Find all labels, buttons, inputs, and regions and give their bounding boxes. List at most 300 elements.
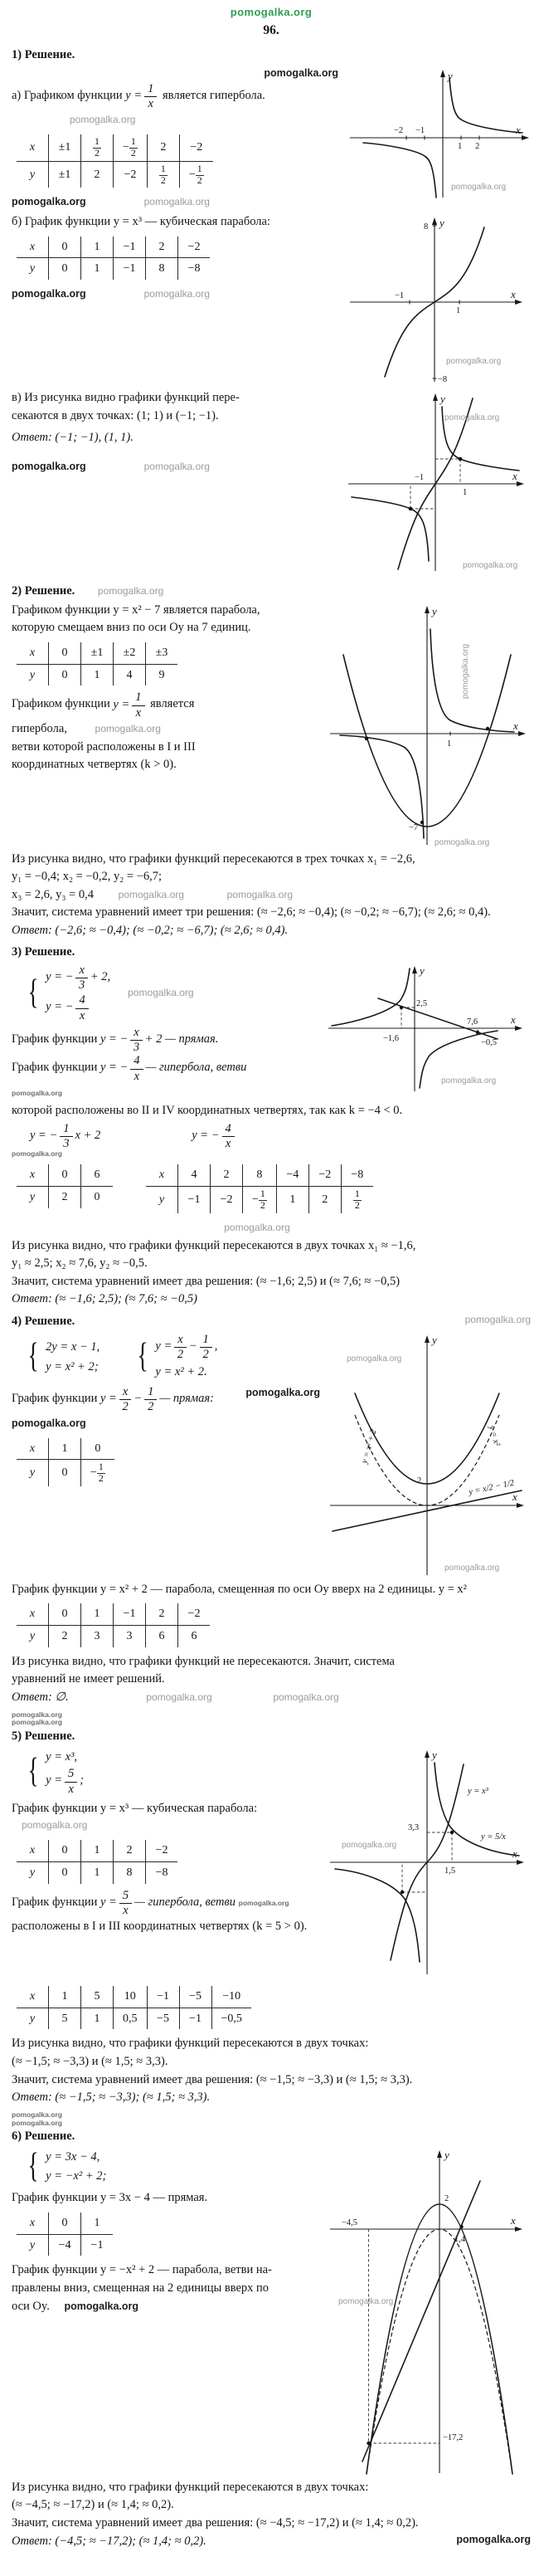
table-header-cell: y	[29, 2238, 36, 2252]
table-cell: − $\frac{1}{2}$	[243, 1187, 277, 1213]
x-axis-arrow	[522, 135, 529, 140]
hyp-pre: График функции	[12, 1895, 98, 1909]
table-cell: −8	[146, 1861, 178, 1883]
row-5	[12, 1746, 531, 1980]
line-graph	[362, 2181, 480, 2461]
table-cell: 1	[81, 2213, 114, 2234]
table-cell: −0,5	[211, 2008, 251, 2029]
y-axis-label: y	[432, 604, 437, 617]
row-6	[12, 2146, 531, 2478]
table-cell: −1	[114, 258, 146, 280]
graph-1b-cubic	[342, 212, 531, 388]
y-axis-arrow	[425, 1750, 430, 1758]
intersections-3-line1: Из рисунка видно, что графики функций пересекаются в двух точках x₁ ≈ −1,6,	[12, 1238, 416, 1252]
x-axis-arrow	[517, 1860, 524, 1865]
table-cell: ±1	[81, 642, 114, 664]
tick-label: −1	[395, 291, 405, 300]
statement-1a-post: является гипербола.	[163, 88, 265, 102]
table-cell: −5	[179, 1986, 211, 2008]
x-axis-label: x	[511, 2213, 516, 2227]
table-cell: 0	[49, 258, 81, 280]
answer-2: Ответ: (−2,6; ≈ −0,4); (≈ −0,2; ≈ −6,7); (≈ 2,6; ≈ 0,4).	[12, 923, 289, 937]
solution-2: Значит, система уравнений имеет три решения: (≈ −2,6; ≈ −0,4); (≈ −0,2; ≈ −6,7); (≈ 2,6; ≈ 0,4).	[12, 905, 491, 920]
watermark: pomogalka.org	[245, 1386, 320, 1398]
table-header-cell: x	[17, 134, 49, 161]
watermark: pomogalka.org	[12, 2110, 62, 2119]
problem-2-heading: 2) Решение.	[12, 584, 75, 598]
system-line-2: y = x² + 2;	[46, 1359, 99, 1373]
watermark: pomogalka.org	[12, 1088, 62, 1097]
hyp-line2: гипербола,	[12, 721, 67, 735]
watermark: pomogalka.org	[12, 1417, 86, 1429]
equation-lhs: y =	[113, 697, 130, 711]
x-axis-label: x	[512, 1847, 517, 1860]
table-header-cell: x	[146, 1164, 178, 1186]
system-line-1: y = 3x − 4,	[46, 2149, 100, 2164]
statement-5-hyp: График функции y = $\frac{5}{x}$ — гипербола, ветви pomogalka.org	[12, 1888, 289, 1917]
system-brace: {	[27, 2147, 39, 2186]
statement-6-par1: График функции y = −x² + 2 — парабола, ветви на-	[12, 2263, 272, 2277]
table-header-cell: x	[17, 1986, 49, 2008]
tick-label: 2	[444, 2193, 449, 2203]
x-axis-arrow	[518, 731, 526, 736]
table-header-cell: y	[29, 2012, 36, 2025]
table-cell: − $\frac{1}{2}$	[81, 1460, 114, 1486]
tick-label: −8	[438, 375, 448, 384]
system-line-1: y = x³,	[46, 1749, 78, 1764]
table-cell: −4	[49, 2234, 81, 2256]
solution-6: Значит, система уравнений имеет два решения: (≈ −4,5; ≈ −17,2) и (≈ 1,4; ≈ 0,2).	[12, 2516, 419, 2530]
fraction: $\frac{1}{2}$	[144, 1386, 157, 1413]
watermark: pomogalka.org	[128, 987, 194, 999]
graph-3-container	[323, 962, 531, 1096]
y-axis-arrow	[425, 606, 430, 613]
statement-2-hyp	[12, 691, 320, 719]
table-cell: $\frac{1}{2}$	[81, 134, 114, 161]
text-1b	[12, 212, 342, 305]
statement-1a	[12, 83, 338, 110]
graph-1v-intersection	[342, 388, 531, 578]
fraction-denominator: x	[135, 705, 142, 720]
hyperbola-branch-2	[332, 968, 410, 1026]
table-cell: 8	[243, 1164, 277, 1186]
table-heading-hyperbola: y = − $\frac{4}{x}$	[192, 1123, 237, 1150]
hyperbola-branch-3	[335, 1869, 420, 1962]
tick-label: 1,5	[444, 1866, 456, 1876]
watermark: pomogalka.org	[446, 357, 502, 366]
watermark: pomogalka.org	[143, 460, 210, 472]
watermark: pomogalka.org	[238, 1898, 289, 1907]
watermark: pomogalka.org	[441, 1076, 497, 1086]
intersection-point	[450, 1831, 454, 1834]
table-cell: ±3	[146, 642, 178, 664]
table-header-cell: y	[29, 168, 36, 181]
system-line-2: y = −x² + 2;	[46, 2169, 107, 2183]
equation-system-4a	[25, 1334, 100, 1381]
tick-label: 1	[447, 739, 452, 749]
table-cell: −2	[211, 1187, 243, 1213]
tick-label: −2	[394, 126, 404, 136]
equation-system-3	[25, 964, 320, 1022]
table-cell: −2	[178, 237, 211, 258]
curve-label-parabola-shifted: y = x² + 2	[360, 1427, 379, 1465]
table-header-cell: x	[17, 1603, 49, 1625]
graph-2-parabola-hyperbola	[323, 601, 531, 850]
table-cell: 1	[81, 237, 114, 258]
row-3	[12, 962, 531, 1101]
tick-label: 1	[463, 488, 468, 497]
table-header-cell: y	[29, 262, 36, 276]
x-axis-label: x	[511, 1013, 516, 1027]
table-cell: 1	[49, 1438, 81, 1460]
text-3	[12, 962, 323, 1101]
intersections-5-line1: Из рисунка видно, что графики функций пересекаются в двух точках:	[12, 2037, 369, 2051]
table-header-cell: y	[29, 668, 36, 681]
table-cell: ±1	[49, 134, 81, 161]
table-cell: 0	[49, 1840, 81, 1861]
value-table-2	[17, 642, 177, 686]
intersection-point	[459, 2225, 463, 2228]
tick-label: −1,6	[383, 1034, 400, 1044]
section-2	[12, 583, 531, 939]
system-line-1: y = $\frac{x}{2}$ − $\frac{1}{2}$ ,	[155, 1332, 218, 1361]
table-cell: 2	[114, 1840, 146, 1861]
watermark: pomogalka.org	[12, 288, 86, 300]
answer-4: Ответ: ∅.	[12, 1690, 69, 1705]
table-header-cell: y	[29, 1466, 36, 1480]
table-cell: 1	[81, 2008, 114, 2029]
hyperbola-branch-1	[449, 78, 522, 133]
equation-system-4b	[134, 1334, 217, 1381]
lin-pre: График функции	[12, 1032, 98, 1046]
curve-label-line: y = x/2 − 1/2	[468, 1478, 515, 1497]
equation-system-5	[25, 1749, 320, 1796]
system-line-1: y = − $\frac{x}{3}$ + 2,	[46, 964, 111, 993]
statement-6-par3: оси Oy.	[12, 2299, 50, 2313]
table-cell: 2	[146, 237, 178, 258]
watermark: pomogalka.org	[70, 114, 136, 126]
section-4	[12, 1313, 531, 1706]
row-1a	[12, 65, 531, 212]
value-table-6	[17, 2213, 113, 2256]
y-axis-arrow	[412, 966, 417, 973]
fraction: $\frac{5}{x}$	[65, 1768, 77, 1795]
system-line-2: y = $\frac{5}{x}$ ;	[46, 1767, 85, 1796]
x-axis-label: x	[513, 719, 518, 732]
watermark: pomogalka.org	[143, 196, 210, 208]
hyperbola-branch-1	[430, 629, 514, 732]
problem-1-heading: 1) Решение.	[12, 48, 75, 62]
table-cell: −1	[147, 1986, 179, 2008]
lin-pre: График функции	[12, 1391, 98, 1405]
table-cell: −1	[179, 2008, 211, 2029]
table-cell: 0	[49, 237, 81, 258]
watermark: pomogalka.org	[143, 288, 210, 300]
table-header-cell: x	[17, 642, 49, 664]
statement-1v-line2: секаются в двух точках: (1; 1) и (−1; −1).	[12, 408, 219, 422]
system-line-1: 2y = x − 1,	[46, 1339, 100, 1354]
watermark: pomogalka.org	[12, 460, 86, 472]
answer-1: Ответ: (−1; −1), (1, 1).	[12, 431, 134, 445]
answer-3: Ответ: (≈ −1,6; 2,5); (≈ 7,6; ≈ −0,5)	[12, 1292, 197, 1306]
table-cell: −2	[179, 134, 212, 161]
table-header-cell: y	[29, 1866, 36, 1879]
value-table-3a	[17, 1164, 113, 1208]
table-cell: −2	[114, 161, 148, 188]
value-table-3b	[146, 1164, 373, 1213]
fraction: $\frac{x}{2}$	[119, 1386, 131, 1413]
statement-4-parabola: График функции y = x² + 2 — парабола, смещенная по оси Oy вверх на 2 единицы. y = x²	[12, 1582, 468, 1596]
table-cell: 0	[49, 642, 81, 664]
intersection-point	[459, 457, 463, 461]
row-1v	[12, 388, 531, 578]
table-headings-3	[30, 1123, 531, 1150]
row-4	[12, 1331, 531, 1580]
system-brace: {	[27, 973, 39, 1012]
tick-label: 3,3	[408, 1822, 420, 1832]
table-cell: 2	[308, 1187, 341, 1213]
watermark: pomogalka.org	[435, 837, 490, 847]
intersections-4-line2: уравнений не имеет решений.	[12, 1672, 165, 1686]
watermark: pomogalka.org	[347, 1354, 402, 1364]
statement-6-line: График функции y = 3x − 4 — прямая.	[12, 2191, 208, 2205]
equation-1-over-x	[125, 81, 159, 110]
graph-4-parabola-line	[323, 1331, 531, 1580]
fraction-numerator: 1	[144, 83, 157, 97]
tick-label: 2	[417, 1476, 422, 1486]
watermark: pomogalka.org	[464, 1313, 531, 1325]
tick-label: 2	[475, 142, 480, 152]
table-cell: 6	[146, 1626, 178, 1647]
row-2	[12, 601, 531, 850]
watermark: pomogalka.org	[95, 722, 161, 734]
table-cell: 0	[49, 664, 81, 685]
value-table-4a	[17, 1438, 114, 1487]
system-brace: {	[27, 1337, 39, 1376]
table-cell: 8	[146, 258, 178, 280]
table-cell: −1	[114, 1603, 146, 1625]
table-cell: −5	[147, 2008, 179, 2029]
tick-label: 1	[458, 142, 463, 152]
equation-lhs: y =	[125, 88, 143, 102]
watermark: pomogalka.org	[342, 1840, 397, 1850]
table-cell: 1	[81, 1603, 114, 1625]
intersections-6-line2: (≈ −4,5; ≈ −17,2) и (≈ 1,4; ≈ 0,2).	[12, 2498, 174, 2512]
graph-1v-container	[342, 388, 531, 578]
value-table-5a	[17, 1840, 177, 1884]
table-cell: −1	[114, 237, 146, 258]
graph-6-container	[323, 2146, 531, 2478]
table-cell: −2	[178, 1603, 211, 1625]
hyperbola-branch-1	[435, 1763, 519, 1856]
tick-label: −4,5	[342, 2217, 358, 2227]
table-header-cell: x	[17, 1840, 49, 1861]
value-table-5b	[17, 1986, 251, 2030]
watermark: pomogalka.org	[456, 2533, 531, 2545]
intersection-point	[400, 1006, 403, 1009]
equation-1-over-x	[113, 690, 147, 720]
table-header-cell: y	[158, 1193, 165, 1207]
hyp-post: является	[150, 697, 195, 711]
text-5	[12, 1746, 323, 1936]
line-graph	[378, 998, 498, 1039]
site-logo: pomogalka.org	[230, 6, 313, 18]
y-axis-label: y	[440, 393, 445, 405]
table-cell: 2	[49, 1626, 81, 1647]
watermark: pomogalka.org	[12, 1149, 62, 1159]
table-cell: 2	[49, 1187, 81, 1208]
watermark: pomogalka.org	[273, 1691, 339, 1704]
intersection-point	[476, 1031, 479, 1034]
table-cell: − $\frac{1}{2}$	[114, 134, 148, 161]
y-axis-arrow	[440, 70, 445, 77]
solution-5: Значит, система уравнений имеет два решения: (≈ −1,5; ≈ −3,3) и (≈ 1,5; ≈ 3,3).	[12, 2072, 413, 2086]
table-header-cell: y	[29, 1630, 36, 1642]
fraction: $\frac{5}{x}$	[119, 1890, 132, 1917]
table-cell: 1	[81, 1840, 114, 1861]
value-table-1b	[17, 237, 210, 281]
x-axis-label: x	[511, 288, 516, 300]
fraction: $\frac{x}{2}$	[174, 1334, 186, 1361]
problem-5-heading: 5) Решение.	[12, 1730, 75, 1744]
graph-1a-container	[342, 65, 531, 202]
table-cell: $\frac{1}{2}$	[147, 161, 179, 188]
equation-system-6	[25, 2149, 320, 2185]
text-2	[12, 601, 323, 774]
fraction-denominator: x	[148, 97, 153, 110]
watermark: pomogalka.org	[224, 1222, 290, 1234]
table-cell: 0	[49, 2213, 81, 2234]
table-cell: −8	[178, 258, 211, 280]
statement-6-par2: правлены вниз, смещенная на 2 единицы вверх по	[12, 2281, 270, 2295]
intersections-4-line1: Из рисунка видно, что графики функций не пересекаются. Значит, система	[12, 1654, 395, 1668]
solution-3: Значит, система уравнений имеет два решения: (≈ −1,6; 2,5) и (≈ 7,6; ≈ −0,5)	[12, 1274, 401, 1288]
statement-3-line: График функции y = − $\frac{x}{3}$ + 2 — прямая.	[12, 1025, 219, 1055]
tick-label: 7,6	[467, 1017, 478, 1027]
y-axis-label: y	[420, 964, 425, 978]
table-cell: −1	[178, 1187, 211, 1213]
y-axis-arrow	[433, 393, 438, 401]
tick-label: −0,5	[481, 1038, 498, 1048]
fraction: $\frac{4}{x}$	[130, 1055, 143, 1082]
hyp-pre: График функции	[12, 1061, 98, 1075]
table-cell: 3	[114, 1626, 146, 1647]
intersection-point	[401, 1891, 404, 1894]
table-cell: ±1	[49, 161, 81, 188]
x-axis-label: x	[512, 470, 517, 482]
table-cell: 2	[81, 161, 114, 188]
watermark: pomogalka.org	[22, 1819, 88, 1832]
system-brace: {	[137, 1337, 148, 1376]
watermark: pomogalka.org	[264, 67, 338, 80]
watermark: pomogalka.org	[444, 413, 500, 422]
curve-label-parabola: y = x²	[487, 1424, 502, 1447]
text-6	[12, 2146, 323, 2315]
x-axis-arrow	[517, 481, 524, 486]
tables-3	[12, 1150, 531, 1236]
hyp-line3: ветви которой расположены в I и III	[12, 739, 196, 754]
table-cell: 2	[146, 1603, 178, 1625]
intersection-point	[365, 736, 368, 739]
table-header-cell: x	[17, 2213, 49, 2234]
table-cell: 2	[147, 134, 179, 161]
statement-5-hyp-line2: расположены в I и III координатных четвертях (k = 5 > 0).	[12, 1920, 308, 1934]
table-cell: −2	[146, 1840, 178, 1861]
table-cell: 0	[49, 1460, 81, 1486]
tick-label: −7	[409, 822, 419, 832]
table-heading-line: y = − $\frac{1}{3}$ x + 2	[30, 1121, 101, 1151]
text-1a	[12, 65, 342, 212]
fraction: $\frac{x}{3}$	[130, 1027, 142, 1054]
system-line-2: y = − $\frac{4}{x}$	[46, 994, 110, 1022]
hyp-pre: Графиком функции	[12, 697, 110, 711]
intersection-point	[420, 820, 424, 823]
tick-label: 8	[424, 222, 429, 232]
tick-label: −1	[415, 126, 425, 136]
statement-3-hyp-line2: которой расположены во II и IV координатных четвертях, так как k = −4 < 0.	[12, 1104, 403, 1118]
table-cell: 4	[178, 1164, 211, 1186]
table-cell: −2	[308, 1164, 341, 1186]
y-axis-label: y	[439, 217, 444, 229]
table-cell: $\frac{1}{2}$	[341, 1187, 373, 1213]
graph-6-parabola-line	[323, 2146, 531, 2478]
statement-4-line: График функции y = $\frac{x}{2}$ − $\frac{1}{2}$ — прямая: pomogalka.org	[12, 1384, 320, 1413]
table-cell: 0	[81, 1187, 114, 1208]
fraction	[132, 691, 144, 719]
row-1b	[12, 212, 531, 388]
intersection-point	[367, 2442, 370, 2445]
table-cell: 8	[114, 1861, 146, 1883]
text-1v	[12, 388, 342, 476]
tick-label: −1	[415, 473, 425, 482]
value-table-4b	[17, 1603, 210, 1647]
table-cell: 1	[81, 1861, 114, 1883]
problem-4-heading: 4) Решение.	[12, 1314, 75, 1328]
tick-label: −17,2	[443, 2432, 464, 2442]
intersections-2-line3: x₃ = 2,6, y₃ = 0,4	[12, 887, 94, 901]
fraction: $\frac{4}{x}$	[222, 1123, 235, 1150]
tick-label: 2,5	[416, 999, 428, 1009]
table-cell: 10	[114, 1986, 148, 2008]
section-3	[12, 944, 531, 1308]
table-cell: 1	[276, 1187, 308, 1213]
table-cell: 0	[49, 1603, 81, 1625]
problem-6-heading: 6) Решение.	[12, 2130, 75, 2144]
y-axis-label: y	[448, 70, 453, 83]
table-cell: −4	[276, 1164, 308, 1186]
hyperbola-branch-3	[363, 143, 436, 198]
table-cell: 0	[81, 1438, 114, 1460]
section-6	[12, 2111, 531, 2549]
fraction	[144, 83, 157, 110]
watermark: pomogalka.org	[146, 1691, 212, 1704]
answer-6: Ответ: (−4,5; ≈ −17,2); (≈ 1,4; ≈ 0,2).	[12, 2534, 206, 2548]
tick-label: 1,4	[454, 2234, 466, 2244]
table-cell: 3	[81, 1626, 114, 1647]
x-axis-arrow	[515, 300, 522, 305]
x-axis-arrow	[515, 2227, 522, 2232]
watermark: pomogalka.org	[97, 585, 164, 597]
intersections-2-line2: y₁ = −0,4; x₂ = −0,2, y₂ = −6,7;	[12, 870, 163, 884]
page-number: 96.	[263, 23, 279, 38]
x-axis-label: x	[512, 1490, 517, 1503]
table-cell: 1	[81, 258, 114, 280]
table-cell: −8	[341, 1164, 373, 1186]
graph-5-cubic-hyperbola	[323, 1746, 531, 1980]
table-cell: 0	[49, 1164, 81, 1186]
x-axis-label: x	[516, 124, 521, 137]
problem-3-heading: 3) Решение.	[12, 945, 75, 959]
